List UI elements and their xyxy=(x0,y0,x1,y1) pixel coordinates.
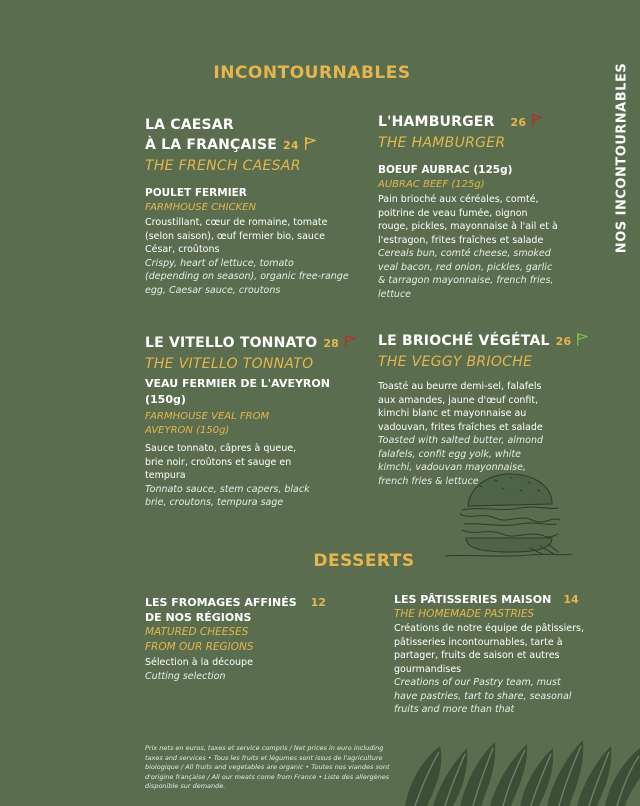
dessert-description-english: Creations of our Pastry team, must have pastries, tart to share, seasonal fruits and more than that xyxy=(394,677,572,715)
section-title-incontournables: INCONTOURNABLES xyxy=(213,63,411,83)
dish-price: 26 xyxy=(510,116,527,129)
dessert-item-cheeses xyxy=(145,595,345,683)
flag-icon xyxy=(344,335,356,348)
dish-subtitle-english: AUBRAC BEEF (125g) xyxy=(378,179,485,190)
dish-description: Croustillant, cœur de romaine, tomate (selon saison), œuf fermier bio, sauce César, croûtons xyxy=(145,217,328,255)
vertical-section-label: NOS INCONTOURNABLES xyxy=(614,62,630,254)
dessert-description: Sélection à la découpe xyxy=(145,657,253,668)
dessert-name-english-line2: FROM OUR REGIONS xyxy=(145,641,254,653)
dessert-price: 12 xyxy=(310,596,326,609)
menu-item-brioche-vegetal xyxy=(378,331,583,488)
dessert-description: Créations de notre équipe de pâtissiers, pâtisseries incontournables, tarte à partager, fruits de saison et autres gourmandises xyxy=(394,623,584,675)
leaf-pattern-illustration xyxy=(405,738,640,806)
dish-subtitle-english: FARMHOUSE VEAL FROM AVEYRON (150g) xyxy=(145,411,270,436)
dish-price: 24 xyxy=(283,139,299,152)
dessert-name: LES FROMAGES AFFINÉS xyxy=(145,596,297,609)
menu-item-caesar xyxy=(145,115,350,297)
dish-name: LE BRIOCHÉ VÉGÉTAL xyxy=(378,333,550,349)
flag-icon xyxy=(304,137,316,150)
dish-subtitle: BOEUF AUBRAC (125g) xyxy=(378,164,513,176)
dessert-item-pastries xyxy=(394,592,584,717)
dessert-price: 14 xyxy=(563,593,579,606)
dessert-name: LES PÂTISSERIES MAISON xyxy=(394,593,552,606)
dish-name-line2: À LA FRANÇAISE xyxy=(145,137,277,153)
dish-subtitle: POULET FERMIER xyxy=(145,187,247,199)
dish-description: Sauce tonnato, câpres à queue, brie noir, croûtons et sauge en tempura xyxy=(145,443,297,481)
dish-description-english: Crispy, heart of lettuce, tomato (depending on season), organic free-range egg, Caesar sauce, croutons xyxy=(145,257,349,296)
dish-subtitle: VEAU FERMIER DE L'AVEYRON (150g) xyxy=(145,377,330,406)
dish-price: 26 xyxy=(555,335,572,348)
dish-description: Pain brioché aux céréales, comté, poitrine de veau fumée, oignon rouge, pickles, mayonnaise à l'ail et à l'estragon, frites fraîches et salade xyxy=(378,194,558,246)
dessert-name-english: THE HOMEMADE PASTRIES xyxy=(394,608,535,620)
dessert-description-english: Cutting selection xyxy=(145,670,226,682)
dish-name: LE VITELLO TONNATO xyxy=(145,335,318,351)
dish-name-english: THE VEGGY BRIOCHE xyxy=(378,354,533,370)
dessert-name-english: MATURED CHEESES xyxy=(145,626,249,638)
dish-name-english: THE FRENCH CAESAR xyxy=(145,158,301,174)
dish-price: 28 xyxy=(323,337,340,350)
dish-name: LA CAESAR xyxy=(145,117,234,133)
dish-description: Toasté au beurre demi-sel, falafels aux amandes, jaune d'œuf confit, kimchi blanc et mayonnaise au vadouvan, frites fraîches et salade xyxy=(378,381,543,433)
dessert-name-line2: DE NOS RÉGIONS xyxy=(145,611,252,624)
dish-name-english: THE VITELLO TONNATO xyxy=(145,356,314,372)
burger-illustration xyxy=(440,468,575,563)
dish-description-english: Toasted with salted butter, almond falafels, confit egg yolk, white kimchi, vadouvan mayonnaise, french fries & lettuce xyxy=(378,435,544,487)
footer-note: Prix nets en euros, taxes et service compris / Net prices in euro including taxes and services • Tous les fruits et légumes sont issus de l'agriculture biologique / All fruits and vegetables are organic • Toutes nos viandes sont d'origine française / All our meats come from France • Liste des allergènes disponible sur demande. xyxy=(145,744,390,790)
dish-description-english: Cereals bun, comté cheese, smoked veal bacon, red onion, pickles, garlic & tarragon mayonnaise, french fries, lettuce xyxy=(378,248,554,300)
menu-item-hamburger xyxy=(378,112,558,301)
dish-subtitle-english: FARMHOUSE CHICKEN xyxy=(145,202,256,213)
menu-item-vitello-tonnato xyxy=(145,333,360,510)
dish-name-english: THE HAMBURGER xyxy=(378,135,506,151)
flag-icon xyxy=(531,114,543,127)
flag-icon xyxy=(576,333,588,346)
section-title-desserts: DESSERTS xyxy=(313,551,415,571)
dish-description-english: Tonnato sauce, stem capers, black brie, croutons, tempura sage xyxy=(145,483,310,508)
dish-name: L'HAMBURGER xyxy=(378,114,495,130)
